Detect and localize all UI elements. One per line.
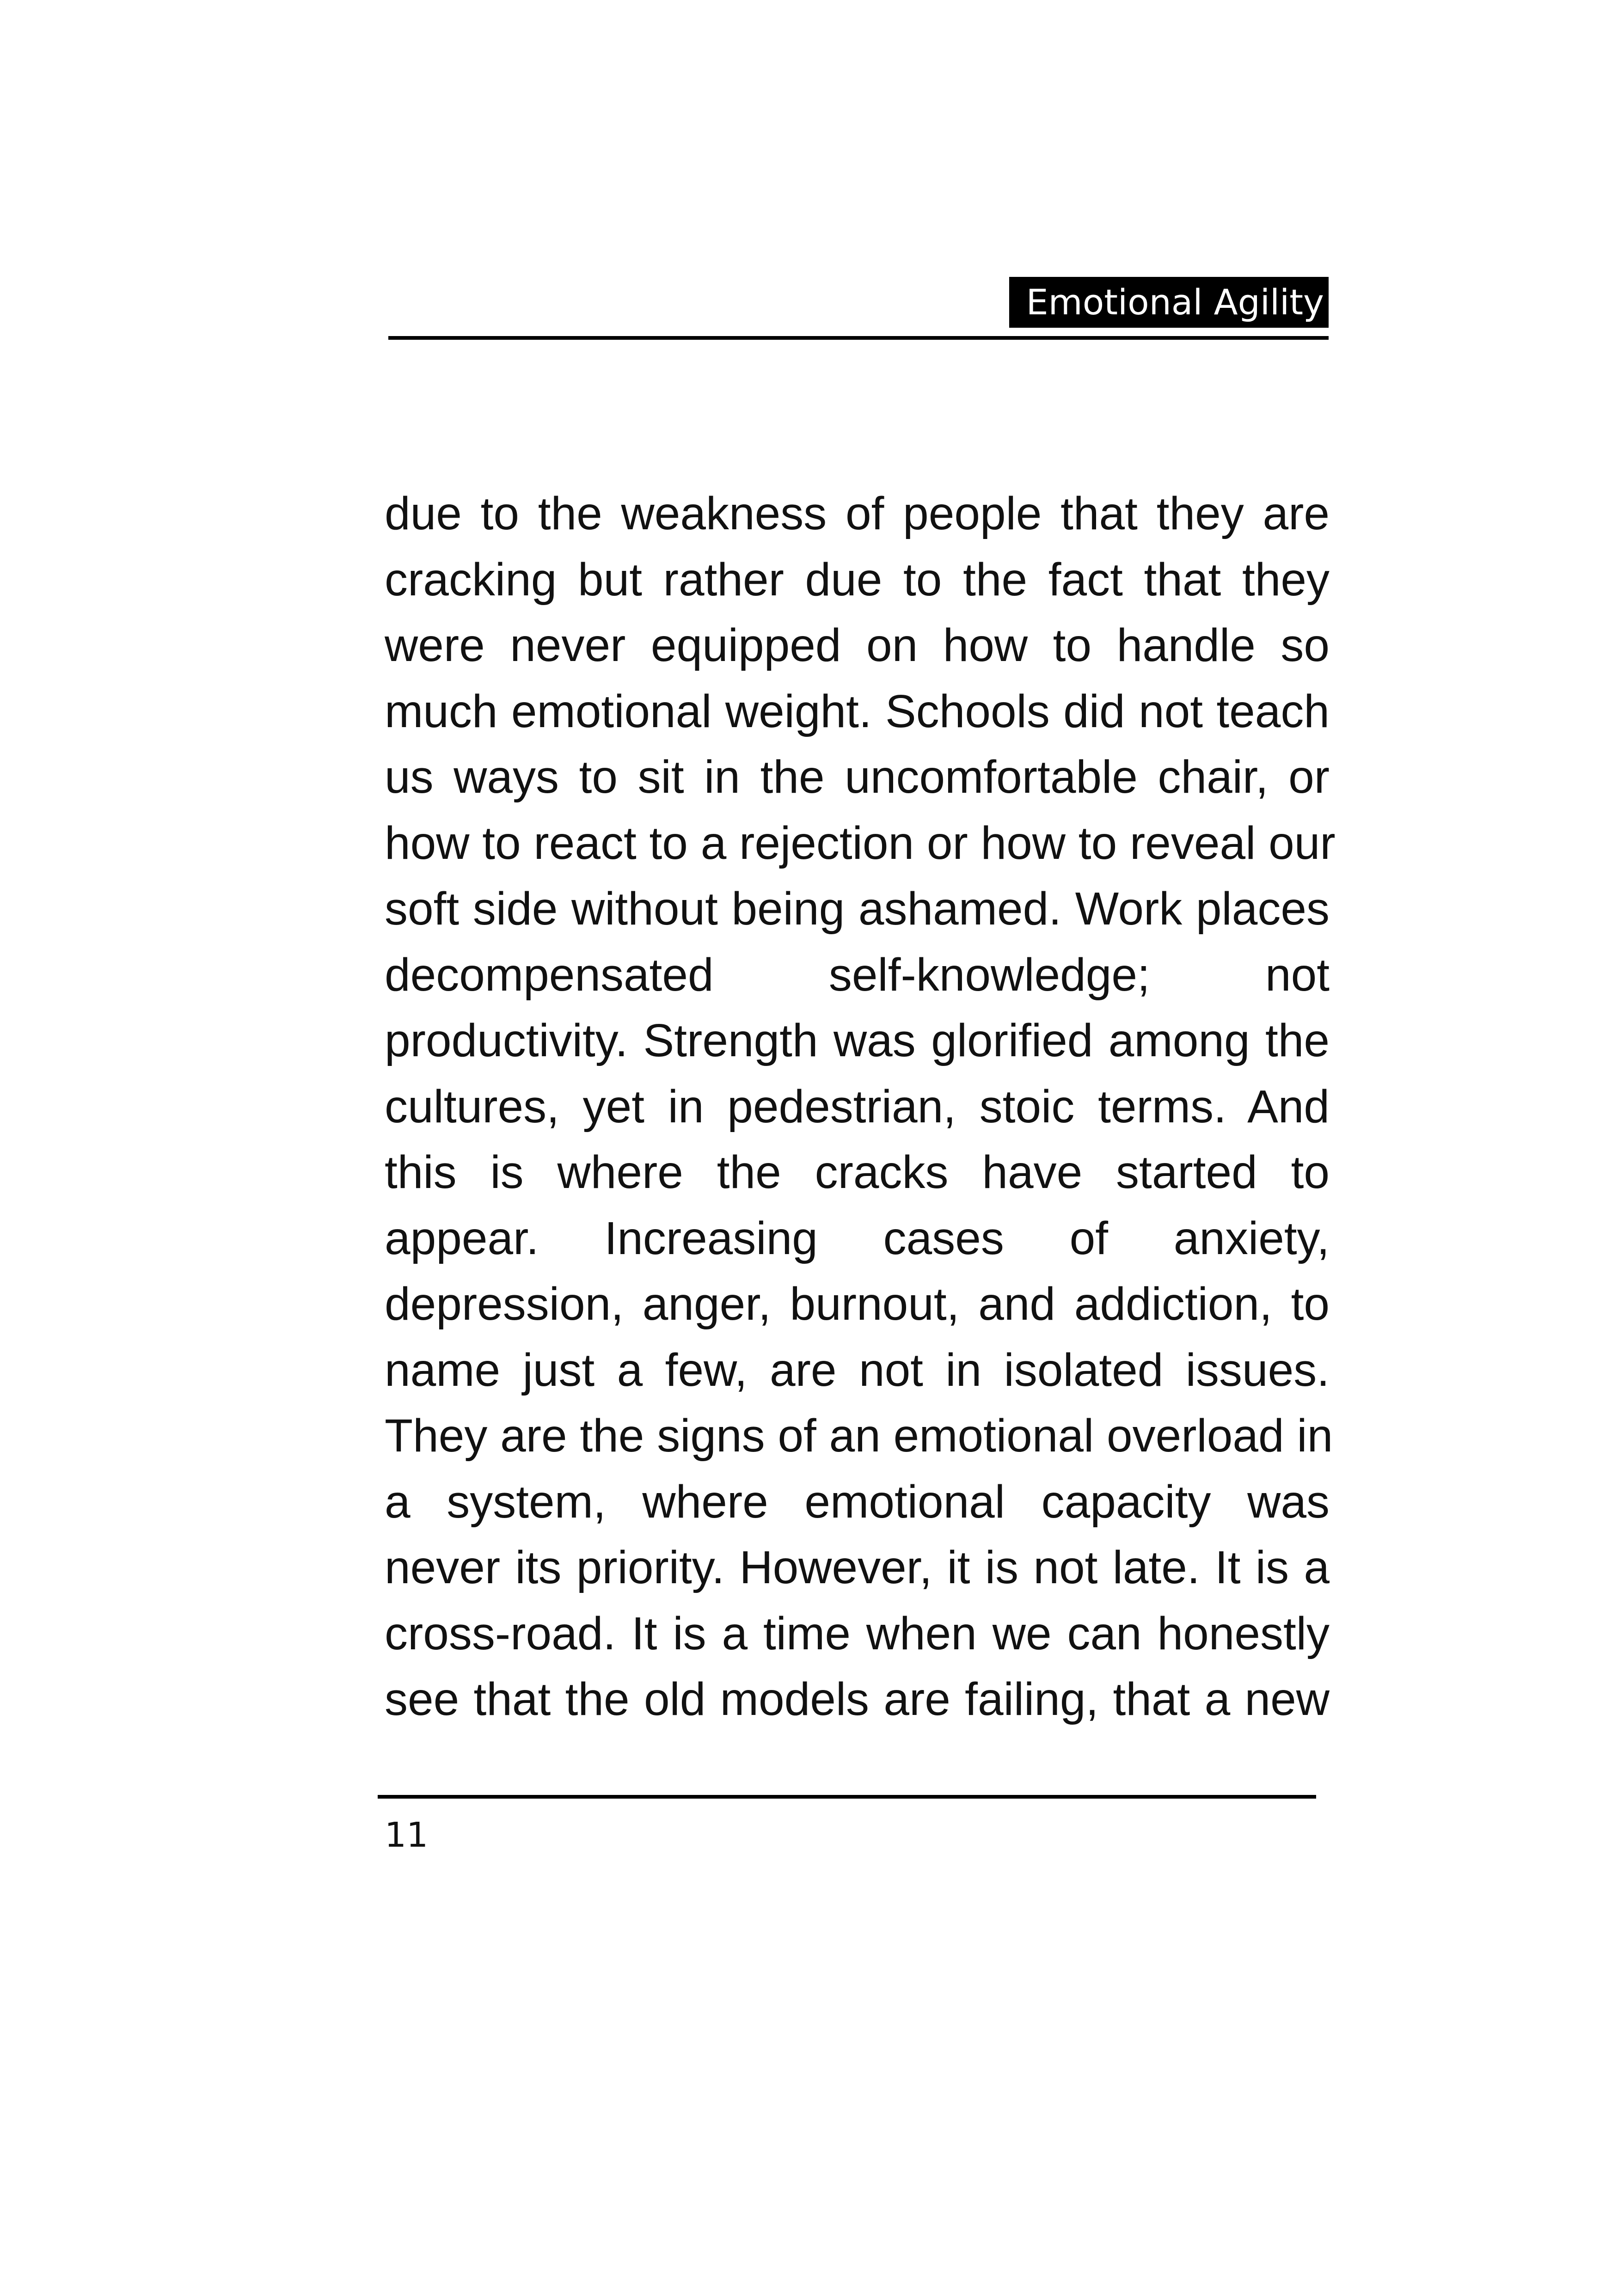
body-line: see that the old models are failing, that a new xyxy=(385,1673,1330,1725)
running-header-title: Emotional Agility xyxy=(1009,277,1329,328)
body-line: soft side without being ashamed. Work places xyxy=(385,883,1330,935)
page-number: 11 xyxy=(385,1815,429,1855)
footer-divider xyxy=(378,1795,1316,1799)
body-line: decompensated self-knowledge; not xyxy=(385,949,1330,1001)
body-line: how to react to a rejection or how to reveal our xyxy=(385,817,1336,869)
body-line: much emotional weight. Schools did not teach xyxy=(385,685,1330,737)
body-paragraph xyxy=(385,481,1336,1733)
body-line: cracking but rather due to the fact that they xyxy=(385,553,1330,606)
body-line: appear. Increasing cases of anxiety, xyxy=(385,1212,1330,1264)
body-line: never its priority. However, it is not late. It is a xyxy=(385,1542,1330,1593)
body-line: cross-road. It is a time when we can honestly xyxy=(385,1607,1330,1659)
body-line: They are the signs of an emotional overload in xyxy=(385,1410,1333,1462)
body-line: cultures, yet in pedestrian, stoic terms. And xyxy=(385,1080,1330,1133)
header-divider xyxy=(388,336,1329,340)
body-line: this is where the cracks have started to xyxy=(385,1146,1330,1198)
body-line: a system, where emotional capacity was xyxy=(385,1476,1330,1528)
body-line: name just a few, are not in isolated issues. xyxy=(385,1344,1330,1396)
body-line: due to the weakness of people that they are xyxy=(385,488,1330,539)
body-line: us ways to sit in the uncomfortable chair, or xyxy=(385,751,1330,803)
body-line: productivity. Strength was glorified among the xyxy=(385,1015,1330,1066)
body-line: depression, anger, burnout, and addiction, to xyxy=(385,1278,1330,1330)
body-line: were never equipped on how to handle so xyxy=(385,619,1330,671)
